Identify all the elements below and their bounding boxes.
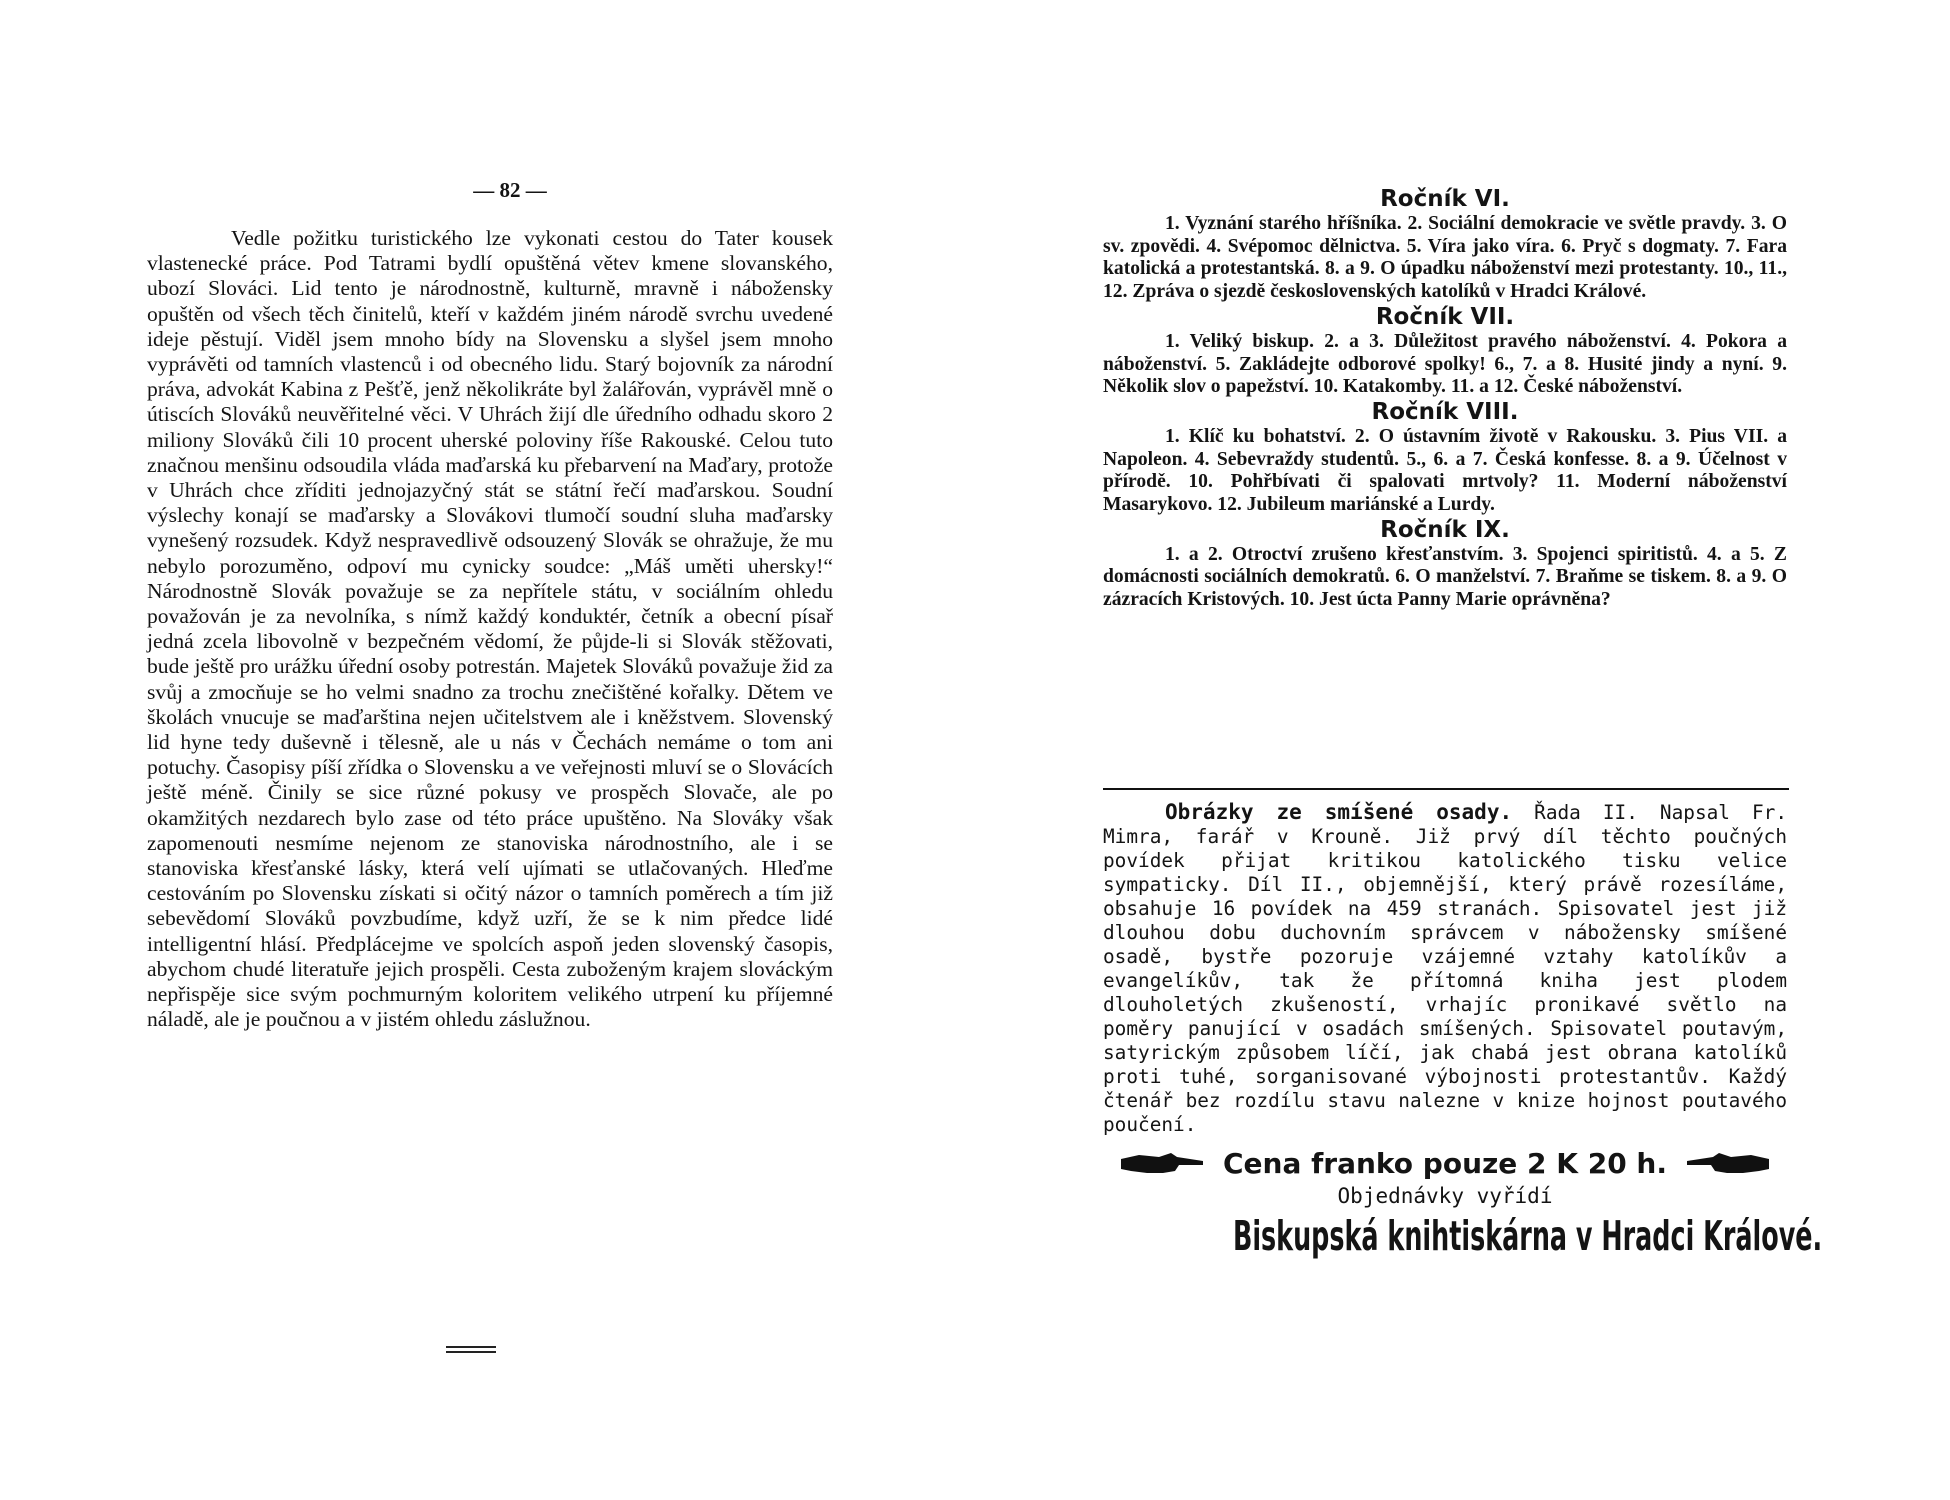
article-body <box>147 226 833 1033</box>
volume-contents: 1. a 2. Otroctví zrušeno křesťanstvím. 3. Spojenci spiritistů. 4. a 5. Z domácnosti sociálních demokratů. 6. O manželství. 7. Braňme se tiskem. 8. a 9. O zázracích Kristových. 10. Jest úcta Panny Marie oprávněna? <box>1103 543 1787 611</box>
page-number: — 82 — <box>473 178 547 202</box>
pointing-hand-left-icon <box>1683 1151 1771 1177</box>
publisher-name: Biskupská knihtiskárna v Hradci Králové. <box>1232 1212 1823 1260</box>
price-text: Cena franko pouze 2 K 20 h. <box>1223 1147 1667 1180</box>
right-page <box>975 0 1950 1500</box>
end-rule <box>446 1346 496 1353</box>
volume-heading: Ročník VIII. <box>1371 398 1519 425</box>
book-description <box>1103 800 1787 1137</box>
book-text: Řada II. Napsal Fr. Mimra, farář v Krouně. Již prvý díl těchto poučných povídek přijat kritikou katolického tisku velice sympaticky. Díl II., objemnější, který právě rozesíláme, obsahuje 16 povídek na 459 stranách. Spisovatel jest již dlouhou dobu duchovním správcem v nábožensky smíšené osadě, bystře pozoruje vzájemné vztahy katolíkův a evangelíkův, tak že přítomná kniha jest plodem dlouholetých zkušeností, vrhajíc pronikavé světlo na poměry panující v osadách smíšených. Spisovatel poutavým, satyrickým způsobem líčí, jak chabá jest obrana katolíků proti tuhé, sorganisované výbojnosti protestantův. Každý čtenář bez rozdílu stavu nalezne v knize hojnost poutavého poučení. <box>1103 801 1788 1136</box>
pointing-hand-right-icon <box>1119 1151 1207 1177</box>
volume-heading: Ročník VI. <box>1380 186 1510 212</box>
volume-heading: Ročník IX. <box>1380 516 1510 543</box>
order-note: Objednávky vyřídí <box>1337 1184 1553 1208</box>
volume-contents: 1. Veliký biskup. 2. a 3. Důležitost pravého náboženství. 4. Pokora a náboženství. 5. Zakládejte odborové spolky! 6., 7. a 8. Husité jindy a nyní. 9. Několik slov o papežství. 10. Katakomby. 11. a 12. České náboženství. <box>1103 330 1787 398</box>
volume-list <box>1103 186 1787 612</box>
book-advert <box>1103 800 1823 1261</box>
price-line <box>1103 1147 1787 1181</box>
divider-wrap <box>1103 788 1787 790</box>
volume-contents: 1. Klíč ku bohatství. 2. O ústavním životě v Rakousku. 3. Pius VII. a Napoleon. 4. Sebevraždy studentů. 5., 6. a 7. Česká konfesse. 8. a 9. Účelnost v přírodě. 10. Pohřbívati či spalovati mrtvoly? 11. Moderní náboženství Masarykovo. 12. Jubileum mariánské a Lurdy. <box>1103 425 1787 516</box>
divider <box>1103 788 1789 790</box>
book-title: Obrázky ze smíšené osady. <box>1165 800 1513 824</box>
volume-heading: Ročník VII. <box>1375 303 1515 330</box>
volume-contents: 1. Vyznání starého hříšníka. 2. Sociální demokracie ve světle pravdy. 3. O sv. zpovědi. 4. Svépomoc dělnictva. 5. Víra jako víra. 6. Pryč s dogmaty. 7. Fara katolická a protestantská. 8. a 9. O úpadku náboženství mezi protestanty. 10., 11., 12. Zpráva o sjezdě československých katolíků v Hradci Králové. <box>1103 213 1787 303</box>
article-paragraph: Vedle požitku turistického lze vykonati cestou do Tater kousek vlastenecké práce. Pod Tatrami bydlí opuštěná větev kmene slovanského, ubozí Slováci. Lid tento je národnostně, kulturně, mravně i nábožensky opuštěn od všech těch činitelů, kteří v každém jiném národě svrchu uvedené ideje pěstují. Viděl jsem mnoho bídy na Slovensku a slyšel jsem mnoho vyprávěti od tamních vlastenců i od obecného lidu. Starý bojovník za národní práva, advokát Kabina z Pešťě, jenž několikráte byl žalářován, vyprávěl mně o útiscích Slováků neuvěřitelné věci. V Uhrách žijí dle úředního odhadu skoro 2 miliony Slováků čili 10 procent uherské poloviny říše Rakouské. Celou tuto značnou menšinu odsoudila vláda maďarská ku přebarvení na Maďary, protože v Uhrách chce zříditi jednojazyčný stát se státní řečí maďarskou. Soudní výslechy konají se maďarsky a Slovákovi tlumočí soudní sluha maďarsky vynešený rozsudek. Když nespravedlivě odsouzený Slovák se ohražuje, že mu nebylo porozuměno, odpoví mu cynicky soudce: „Máš uměti uhersky!“ Národnostně Slovák považuje se za nepřítele státu, v sociálním ohledu považován je za nevolníka, s nímž každý konduktér, četník a obecní písař jedná zcela libovolně v bezpečném vědomí, že půjde-li si Slovák stěžovati, bude ještě pro urážku úřední osoby potrestán. Majetek Slováků považuje žid za svůj a zmocňuje se ho velmi snadno za trochu znečištěné kořalky. Dětem ve školách vnucuje se maďarština nejen učitelstvem ale i kněžstvem. Slovenský lid hyne tedy duševně i tělesně, ale u nás v Čechách nemáme o tom ani potuchy. Časopisy píší zřídka o Slovensku a ve veřejnosti mluví se o Slovácích ještě méně. Činily se sice různé pokusy ve prospěch Slovače, ale po okamžitých nezdarech bylo zase od této práce upuštěno. Na Slováky však zapomenouti nesmíme nejenom ze stanoviska národnostního, ale i se stanoviska křesťanské lásky, která velí ujímati se utlačovaných. Hleďme cestováním po Slovensku získati si očitý názor o tamních poměrech a tím již sebevědomí Slováků povzbudíme, když uzří, že se k nim předce lidé intelligentní hlásí. Předplácejme ve spolcích aspoň jeden slovenský časopis, abychom chudé literatuře jejich prospěli. Cesta zuboženým krajem slováckým nepřispěje sice svým pochmurným koloritem velikého utrpení ku příjemné náladě, ale je poučnou a v jistém ohledu záslužnou. <box>147 226 833 1032</box>
